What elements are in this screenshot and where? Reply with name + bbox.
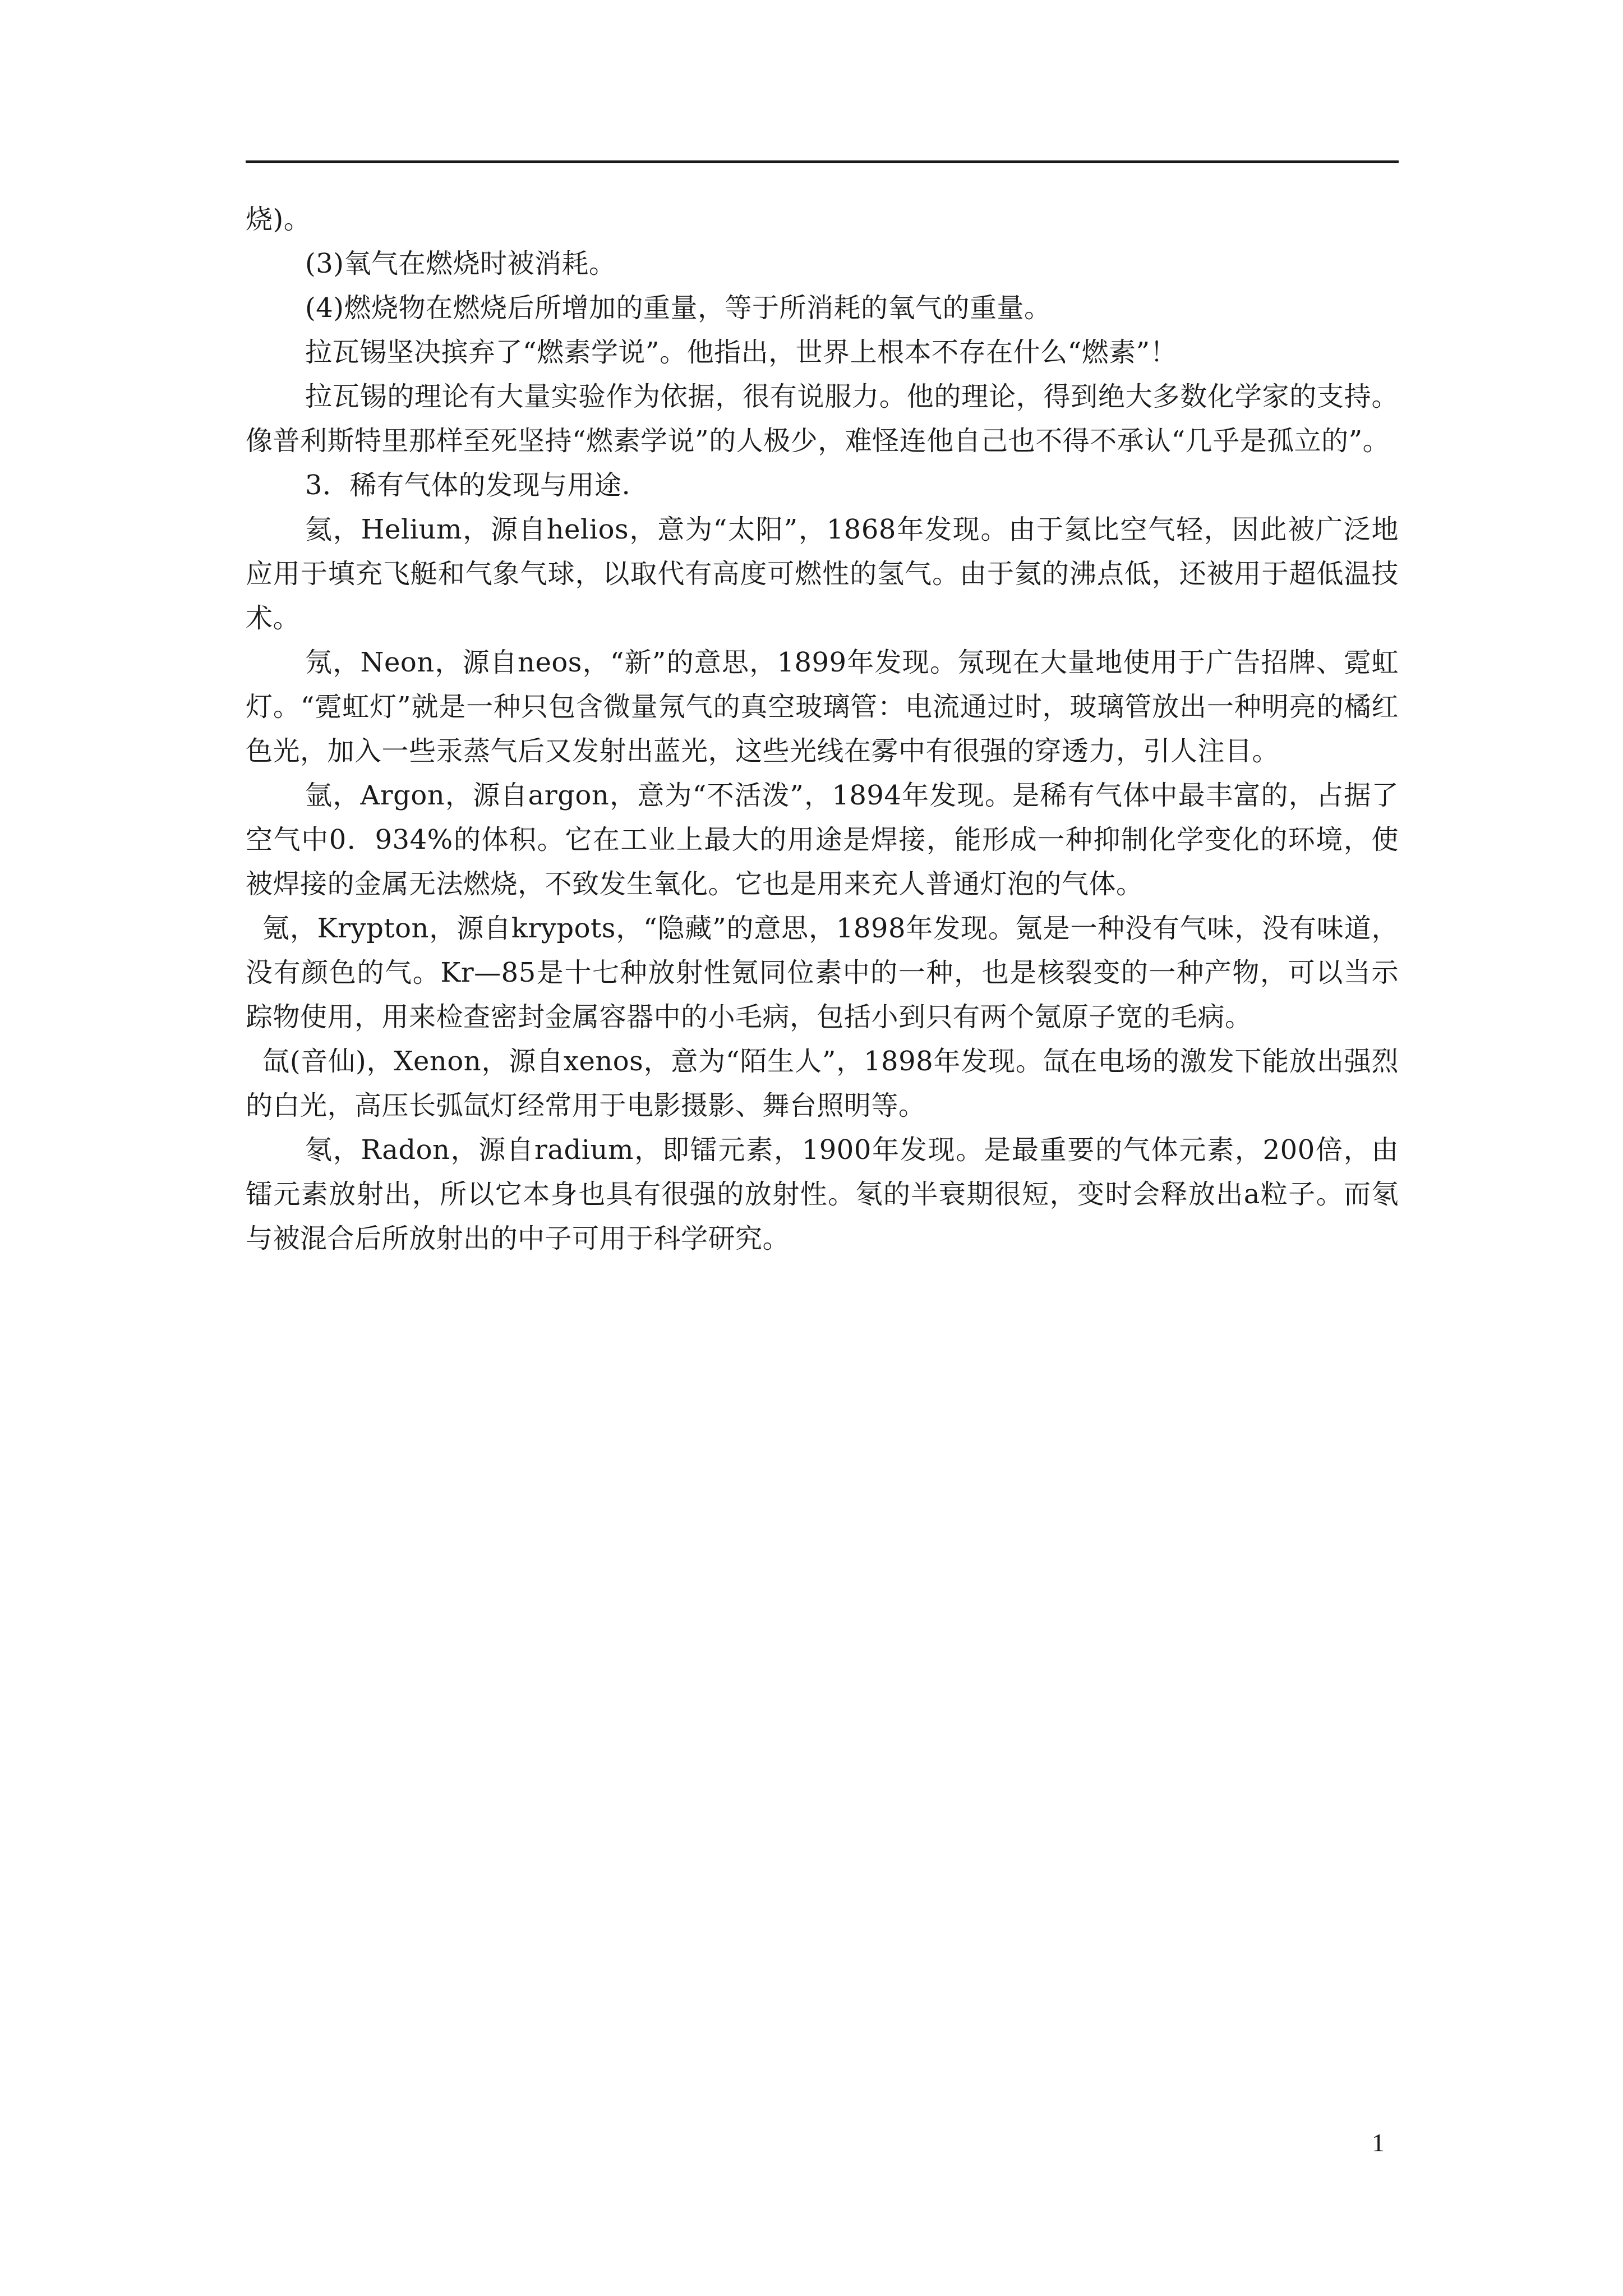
paragraph-radon: 氡，Radon，源自radium，即镭元素，1900年发现。是最重要的气体元素，200倍，由镭元素放射出，所以它本身也具有很强的放射性。氡的半衰期很短，变时会释放出a粒子。而氡与被混合后所放射出的中子可用于科学研究。 <box>246 1134 1399 1254</box>
paragraph-continuation: 烧)。 <box>246 204 311 235</box>
paragraph-helium: 氦，Helium，源自helios，意为“太阳”，1868年发现。由于氦比空气轻，因此被广泛地应用于填充飞艇和气象气球，以取代有高度可燃性的氢气。由于氦的沸点低，还被用于超低温技术。 <box>246 514 1399 634</box>
page-number: 1 <box>1372 2128 1385 2157</box>
section-heading-noble-gases: 3．稀有气体的发现与用途. <box>305 470 631 501</box>
page-body <box>246 197 1399 1261</box>
paragraph-item-4: (4)燃烧物在燃烧后所增加的重量，等于所消耗的氧气的重量。 <box>305 292 1052 324</box>
paragraph-lavoisier-rejects: 拉瓦锡坚决摈弃了“燃素学说”。他指出，世界上根本不存在什么“燃素”！ <box>305 337 1178 368</box>
header-rule <box>246 160 1399 163</box>
paragraph-xenon: 氙(音仙)，Xenon，源自xenos，意为“陌生人”，1898年发现。氙在电场的激发下能放出强烈的白光，高压长弧氙灯经常用于电影摄影、舞台照明等。 <box>246 1046 1399 1121</box>
paragraph-lavoisier-theory: 拉瓦锡的理论有大量实验作为依据，很有说服力。他的理论，得到绝大多数化学家的支持。像普利斯特里那样至死坚持“燃素学说”的人极少，难怪连他自己也不得不承认“几乎是孤立的”。 <box>246 381 1399 457</box>
paragraph-neon: 氖，Neon，源自neos，“新”的意思，1899年发现。氖现在大量地使用于广告招牌、霓虹灯。“霓虹灯”就是一种只包含微量氖气的真空玻璃管：电流通过时，玻璃管放出一种明亮的橘红色光，加入一些汞蒸气后又发射出蓝光，这些光线在雾中有很强的穿透力，引人注目。 <box>246 647 1399 767</box>
paragraph-krypton: 氪，Krypton，源自krypots，“隐藏”的意思，1898年发现。氪是一种没有气味，没有味道，没有颜色的气。Kr—85是十七种放射性氪同位素中的一种，也是核裂变的一种产物，可以当示踪物使用，用来检查密封金属容器中的小毛病，包括小到只有两个氪原子宽的毛病。 <box>246 913 1399 1033</box>
paragraph-item-3: (3)氧气在燃烧时被消耗。 <box>305 248 616 279</box>
paragraph-argon: 氩，Argon，源自argon，意为“不活泼”，1894年发现。是稀有气体中最丰富的，占据了空气中0．934%的体积。它在工业上最大的用途是焊接，能形成一种抑制化学变化的环境，使被焊接的金属无法燃烧，不致发生氧化。它也是用来充人普通灯泡的气体。 <box>246 780 1399 900</box>
